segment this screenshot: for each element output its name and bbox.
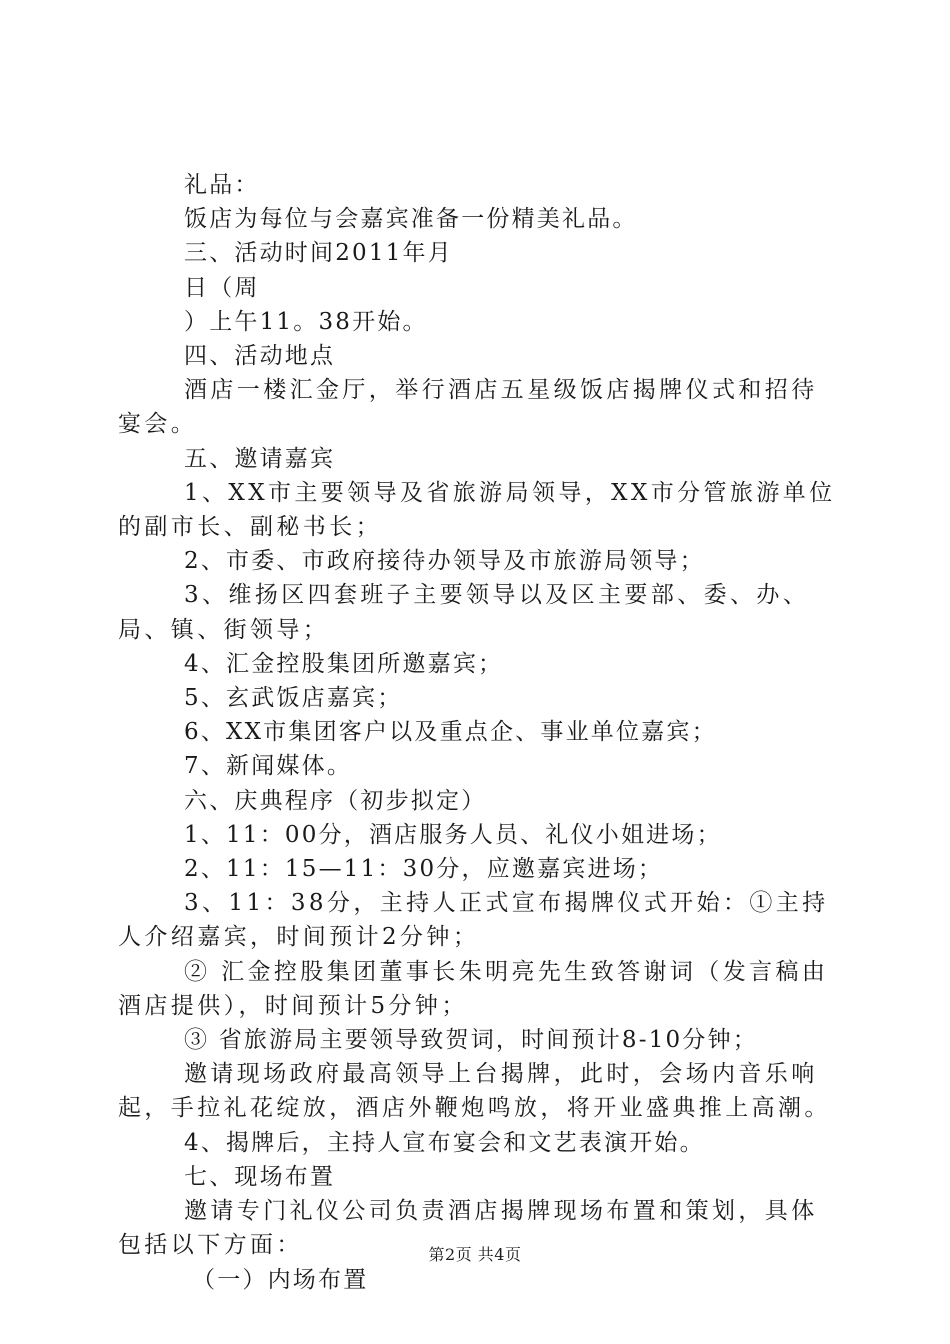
paragraph-time-day: 日（周 xyxy=(184,274,260,301)
paragraph-gift-text: 饭店为每位与会嘉宾准备一份精美礼品。 xyxy=(184,206,638,233)
paragraph-location-heading: 四、活动地点 xyxy=(184,343,336,370)
paragraph-time-start: ）上午11。38开始。 xyxy=(184,308,428,335)
document-body xyxy=(118,168,838,1297)
paragraph-program-3d: 邀请现场政府最高领导上台揭牌，此时，会场内音乐响起，手拉礼花绽放，酒店外鞭炮鸣放，将开业盛典推上高潮。 xyxy=(118,1061,831,1122)
paragraph-guest-7: 7、新闻媒体。 xyxy=(184,753,353,780)
paragraph-guest-4: 4、汇金控股集团所邀嘉宾； xyxy=(184,650,504,677)
paragraph-program-3b: ② 汇金控股集团董事长朱明亮先生致答谢词（发言稿由酒店提供），时间预计5分钟； xyxy=(118,958,829,1019)
paragraph-program-heading: 六、庆典程序（初步拟定） xyxy=(184,787,487,814)
paragraph-guest-2: 2、市委、市政府接待办领导及市旅游局领导； xyxy=(184,548,705,575)
paragraph-guest-1: 1、XX市主要领导及省旅游局领导，XX市分管旅游单位的副市长、副秘书长； xyxy=(118,479,836,541)
paragraph-layout-inner: （一）内场布置 xyxy=(192,1266,369,1293)
page-footer: 第2页 共4页 xyxy=(428,1245,522,1264)
paragraph-guest-3: 3、维扬区四套班子主要领导以及区主要部、委、办、局、镇、街领导； xyxy=(118,582,810,643)
paragraph-guest-6: 6、XX市集团客户以及重点企、事业单位嘉宾； xyxy=(184,719,717,746)
paragraph-guests-heading: 五、邀请嘉宾 xyxy=(184,445,336,472)
paragraph-program-4: 4、揭牌后，主持人宣布宴会和文艺表演开始。 xyxy=(184,1129,705,1156)
paragraph-location-text: 酒店一楼汇金厅，举行酒店五星级饭店揭牌仪式和招待宴会。 xyxy=(118,377,818,438)
paragraph-program-3: 3、11：38分，主持人正式宣布揭牌仪式开始：①主持人介绍嘉宾，时间预计2分钟； xyxy=(118,890,829,951)
paragraph-time-heading: 三、活动时间2011年月 xyxy=(184,240,453,267)
paragraph-program-3c: ③ 省旅游局主要领导致贺词，时间预计8-10分钟； xyxy=(184,1027,758,1054)
paragraph-program-1: 1、11：00分，酒店服务人员、礼仪小姐进场； xyxy=(184,821,722,848)
paragraph-program-2: 2、11：15—11：30分，应邀嘉宾进场； xyxy=(184,856,664,883)
paragraph-gift-heading: 礼品： xyxy=(184,172,260,198)
paragraph-layout-text: 邀请专门礼仪公司负责酒店揭牌现场布置和策划，具体包括以下方面： xyxy=(118,1198,818,1259)
paragraph-guest-5: 5、玄武饭店嘉宾； xyxy=(184,685,403,712)
paragraph-layout-heading: 七、现场布置 xyxy=(184,1163,336,1190)
